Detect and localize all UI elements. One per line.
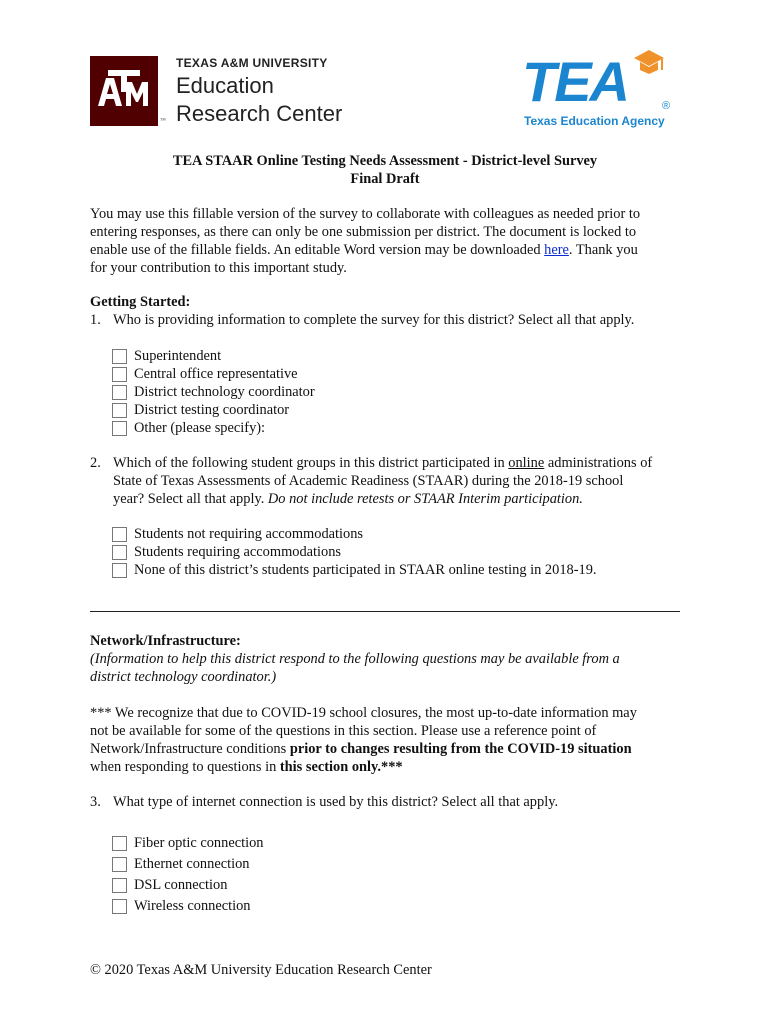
option-tech-coordinator	[112, 383, 315, 401]
checkbox[interactable]	[112, 857, 127, 872]
page-subtitle: Final Draft	[350, 171, 420, 187]
checkbox[interactable]	[112, 527, 127, 542]
checkbox[interactable]	[112, 899, 127, 914]
covid-text: when responding to questions in	[90, 759, 280, 775]
option-no-accommodations	[112, 525, 363, 543]
checkbox[interactable]	[112, 563, 127, 578]
intro-text: . Thank you	[568, 242, 638, 258]
question-text: What type of internet connection is used by this district? Select all that apply.	[113, 794, 559, 810]
note-line: (Information to help this district respond to the following questions may be available from a	[90, 651, 620, 667]
tamu-erc-line1: Education	[176, 73, 274, 98]
covid-emphasis: prior to changes resulting from the COVID-19 situation	[289, 741, 632, 757]
tamu-atm-icon	[90, 56, 158, 126]
intro-line: for your contribution to this important study.	[90, 260, 347, 276]
question-3	[90, 793, 690, 811]
option-label: Ethernet connection	[134, 856, 250, 872]
option-label: Superintendent	[134, 348, 222, 364]
option-label: Students not requiring accommodations	[134, 526, 364, 542]
option-other	[112, 419, 265, 437]
option-dsl	[112, 876, 227, 894]
underlined-online: online	[508, 455, 545, 471]
checkbox[interactable]	[112, 836, 127, 851]
network-note	[90, 650, 690, 686]
checkbox[interactable]	[112, 421, 127, 436]
question-1	[90, 311, 690, 329]
option-ethernet	[112, 855, 249, 873]
option-label: DSL connection	[134, 877, 228, 893]
option-none-participated	[112, 561, 597, 579]
covid-line	[90, 740, 690, 758]
footer-copyright: © 2020 Texas A&M University Education Research Center	[90, 962, 432, 978]
note-line: district technology coordinator.)	[90, 669, 277, 685]
option-central-office	[112, 365, 298, 383]
network-heading: Network/Infrastructure:	[90, 633, 241, 649]
question-text: Who is providing information to complete the survey for this district? Select all that apply.	[113, 312, 635, 328]
tea-wordmark: TEA	[522, 50, 628, 113]
question-text-line2: State of Texas Assessments of Academic Readiness (STAAR) during the 2018-19 school	[113, 473, 624, 489]
option-superintendent	[112, 347, 221, 365]
tea-agency-name: Texas Education Agency	[524, 114, 665, 128]
intro-line: You may use this fillable version of the survey to collaborate with colleagues as needed prior to	[90, 206, 641, 222]
option-label: Fiber optic connection	[134, 835, 264, 851]
tamu-erc-line2: Research Center	[176, 101, 343, 126]
tamu-erc-logo	[90, 56, 360, 128]
registered-symbol: ®	[662, 100, 671, 112]
option-wireless	[112, 897, 251, 915]
option-accommodations	[112, 543, 341, 561]
question-text: administrations of	[544, 455, 653, 471]
question-text-line3	[113, 490, 583, 508]
covid-text: Network/Infrastructure conditions	[90, 741, 290, 757]
question-text: year? Select all that apply.	[113, 491, 268, 507]
question-note: Do not include retests or STAAR Interim participation.	[267, 491, 583, 507]
tamu-university-name: TEXAS A&M UNIVERSITY	[176, 56, 328, 70]
checkbox[interactable]	[112, 545, 127, 560]
getting-started-heading: Getting Started:	[90, 294, 191, 310]
option-label: Central office representative	[134, 366, 298, 382]
page-title: TEA STAAR Online Testing Needs Assessment - District-level Survey	[172, 153, 598, 169]
graduation-cap-icon	[632, 48, 666, 85]
word-version-link[interactable]: here	[544, 242, 569, 258]
option-label: District testing coordinator	[134, 402, 290, 418]
intro-paragraph	[90, 205, 690, 277]
covid-emphasis: this section only.***	[279, 759, 403, 775]
tea-logo	[520, 48, 680, 132]
option-testing-coordinator	[112, 401, 289, 419]
option-label: Students requiring accommodations	[134, 544, 342, 560]
question-number: 3.	[90, 794, 101, 810]
covid-line	[90, 758, 690, 776]
question-text-line1	[113, 454, 652, 472]
checkbox[interactable]	[112, 385, 127, 400]
section-divider	[90, 611, 680, 612]
checkbox[interactable]	[112, 878, 127, 893]
intro-line: entering responses, as there can only be one submission per district. The document is locked to	[90, 224, 637, 240]
question-number: 1.	[90, 312, 101, 328]
covid-line: not be available for some of the questions in this section. Please use a reference point of	[90, 723, 597, 739]
option-label: None of this district’s students participated in STAAR online testing in 2018-19.	[134, 562, 597, 578]
checkbox[interactable]	[112, 403, 127, 418]
covid-notice	[90, 704, 690, 776]
option-label: Other (please specify):	[134, 420, 266, 436]
checkbox[interactable]	[112, 367, 127, 382]
intro-text: enable use of the fillable fields. An editable Word version may be downloaded	[90, 242, 545, 258]
option-label: Wireless connection	[134, 898, 251, 914]
option-fiber-optic	[112, 834, 263, 852]
trademark-symbol: ™	[160, 118, 166, 124]
intro-line	[90, 241, 690, 259]
covid-line: *** We recognize that due to COVID-19 school closures, the most up-to-date information may	[90, 705, 637, 721]
checkbox[interactable]	[112, 349, 127, 364]
option-label: District technology coordinator	[134, 384, 315, 400]
question-text: Which of the following student groups in this district participated in	[113, 455, 509, 471]
question-2	[90, 454, 690, 508]
question-number: 2.	[90, 455, 101, 471]
